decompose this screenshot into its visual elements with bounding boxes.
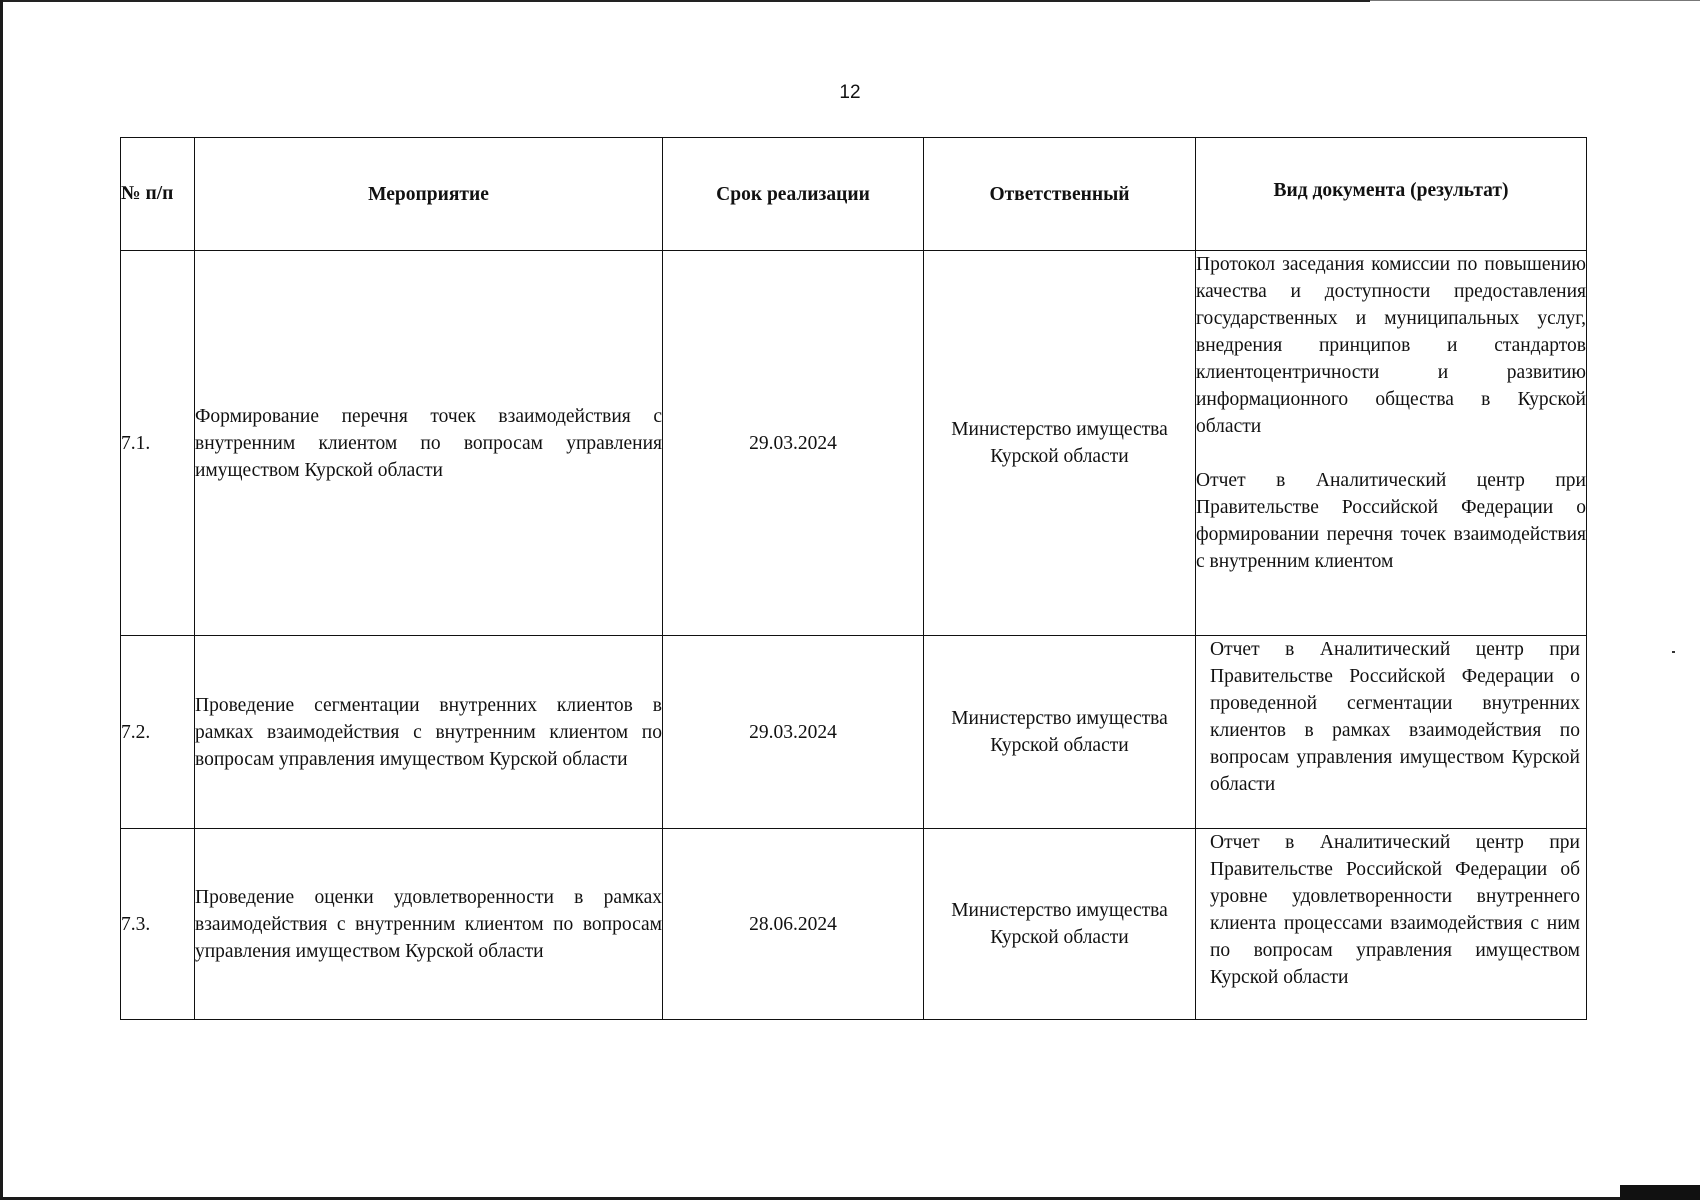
scan-edge-bottom-right <box>1620 1185 1700 1200</box>
row-document <box>1196 829 1587 1020</box>
row-document <box>1196 636 1587 829</box>
document-paragraph: Отчет в Аналитический центр при Правительстве Российской Федерации о проведенной сегментации внутренних клиентов в рамках взаимодействия по вопросам управления имуществом Курской области <box>1210 639 1580 795</box>
header-document-label: Вид документа (результат) <box>1273 179 1509 201</box>
document-paragraph: Отчет в Аналитический центр при Правительстве Российской Федерации об уровне удовлетворенности внутреннего клиента процессами взаимодействия с ним по вопросам управления имуществом Курской области <box>1210 832 1580 988</box>
row-number: 7.3. <box>121 829 195 1020</box>
table-row <box>121 636 1587 829</box>
page-number: 12 <box>839 82 861 103</box>
header-event: Мероприятие <box>195 138 663 251</box>
row-deadline: 29.03.2024 <box>663 251 924 636</box>
row-event: Формирование перечня точек взаимодействия с внутренним клиентом по вопросам управления имуществом Курской области <box>195 251 663 636</box>
header-number: № п/п <box>121 138 195 251</box>
row-deadline: 29.03.2024 <box>663 636 924 829</box>
row-responsible: Министерство имущества Курской области <box>924 829 1196 1020</box>
document-paragraph: Протокол заседания комиссии по повышению качества и доступности предоставления государственных и муниципальных услуг, внедрения принципов и стандартов клиентоцентричности и развитию информационного общества в Курской области <box>1196 254 1586 437</box>
scan-edge-top <box>0 0 1370 2</box>
row-number: 7.1. <box>121 251 195 636</box>
row-responsible: Министерство имущества Курской области <box>924 251 1196 636</box>
table-header-row <box>121 138 1587 251</box>
row-deadline: 28.06.2024 <box>663 829 924 1020</box>
document-paragraph: Отчет в Аналитический центр при Правительстве Российской Федерации о формировании перечня точек взаимодействия с внутренним клиентом <box>1196 470 1586 572</box>
table-row <box>121 251 1587 636</box>
header-responsible: Ответственный <box>924 138 1196 251</box>
scan-edge-left <box>0 0 3 1200</box>
table-row <box>121 829 1587 1020</box>
scan-edge-top-right <box>1370 0 1700 1</box>
row-event: Проведение сегментации внутренних клиентов в рамках взаимодействия с внутренним клиентом по вопросам управления имуществом Курской области <box>195 636 663 829</box>
action-plan-table <box>120 137 1587 1020</box>
header-document <box>1196 138 1587 251</box>
row-document <box>1196 251 1587 636</box>
header-deadline: Срок реализации <box>663 138 924 251</box>
row-number: 7.2. <box>121 636 195 829</box>
scan-speck <box>1672 651 1675 653</box>
row-responsible: Министерство имущества Курской области <box>924 636 1196 829</box>
row-event: Проведение оценки удовлетворенности в рамках взаимодействия с внутренним клиентом по вопросам управления имуществом Курской области <box>195 829 663 1020</box>
